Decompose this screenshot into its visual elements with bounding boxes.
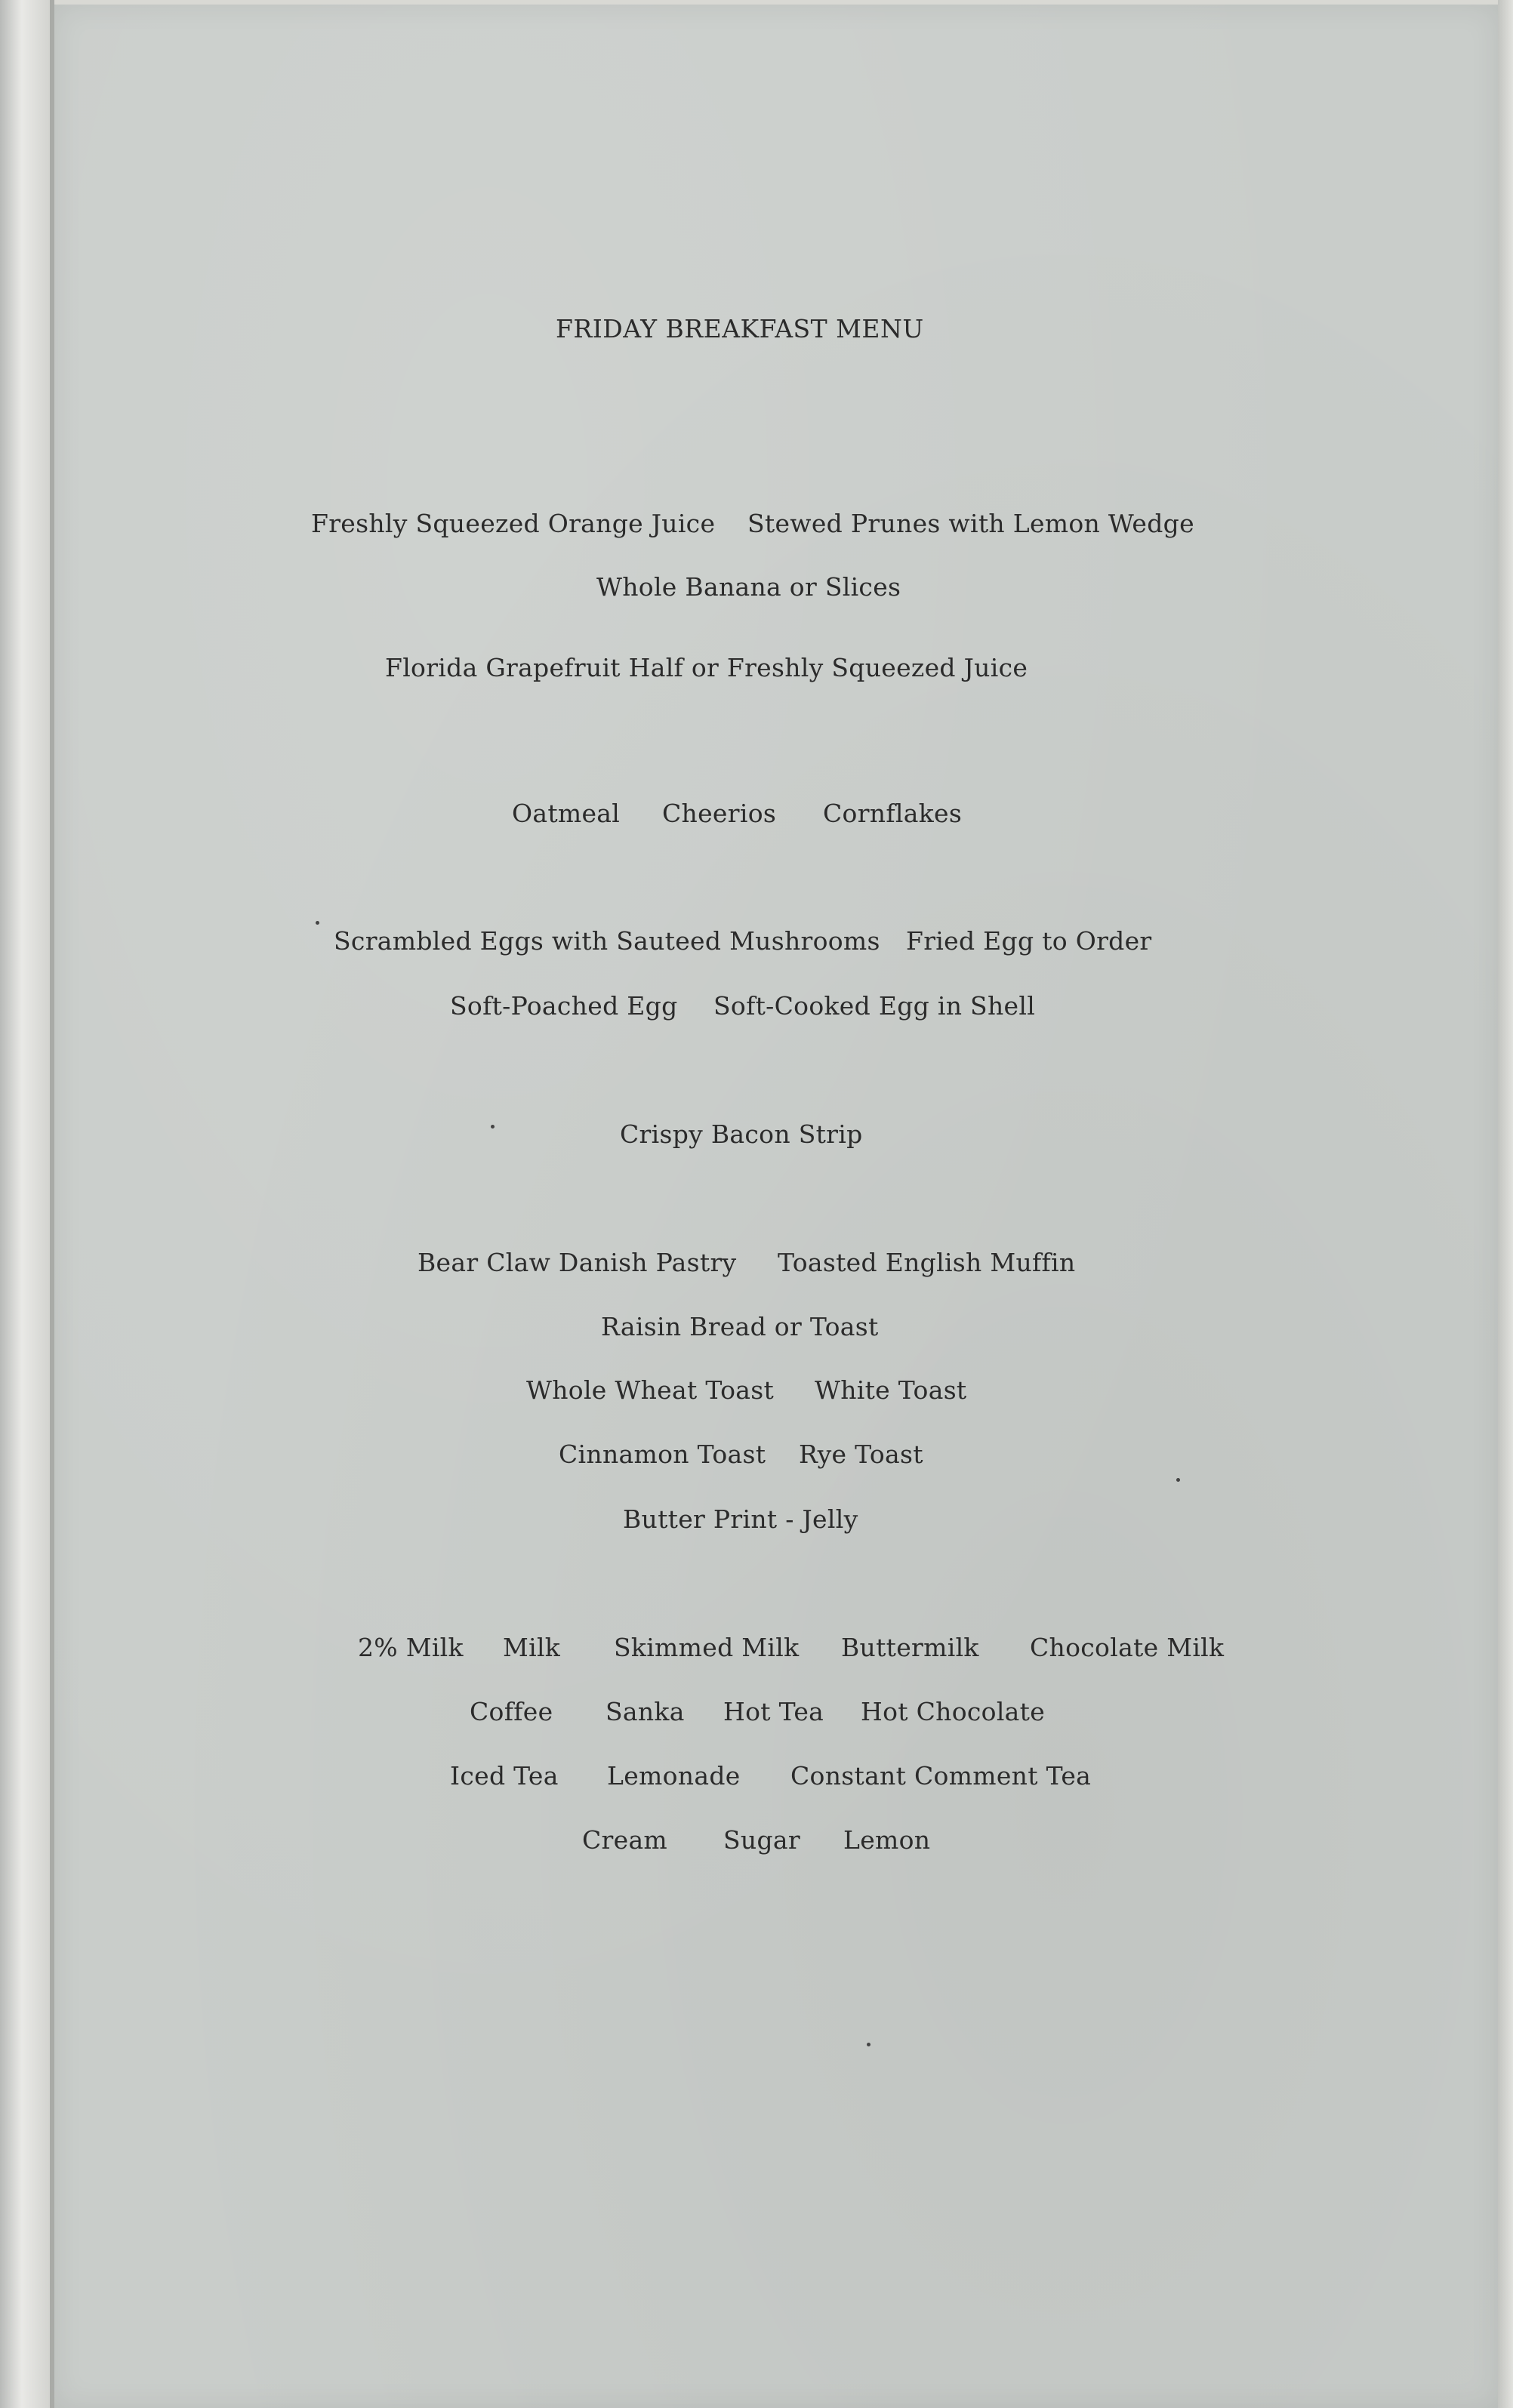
menu-item: Sanka xyxy=(606,1697,685,1726)
menu-item: White Toast xyxy=(815,1375,967,1405)
menu-page xyxy=(54,5,1498,2408)
menu-item: Florida Grapefruit Half or Freshly Squeezed Juice xyxy=(385,653,1028,682)
menu-item: Cornflakes xyxy=(823,799,963,828)
menu-line-beverages-3 xyxy=(0,1761,1513,1806)
menu-item: Cheerios xyxy=(662,799,777,828)
menu-item: Lemon xyxy=(843,1825,931,1855)
paper-speck xyxy=(867,2043,871,2046)
menu-item: 2% Milk xyxy=(358,1633,464,1662)
menu-item: Bear Claw Danish Pastry xyxy=(418,1248,737,1277)
menu-item: Coffee xyxy=(470,1697,553,1726)
menu-item: Chocolate Milk xyxy=(1030,1633,1225,1662)
menu-item: Cream xyxy=(582,1825,668,1855)
menu-item: Iced Tea xyxy=(450,1761,559,1791)
menu-item: Lemonade xyxy=(607,1761,741,1791)
page-right-edge xyxy=(1498,0,1513,2408)
menu-item: Scrambled Eggs with Sauteed Mushrooms xyxy=(334,926,880,956)
menu-item: Cinnamon Toast xyxy=(559,1440,766,1469)
menu-item: Buttermilk xyxy=(841,1633,979,1662)
menu-title: FRIDAY BREAKFAST MENU xyxy=(556,314,924,343)
menu-line-eggs-1 xyxy=(0,926,1513,972)
menu-line-beverages-4 xyxy=(0,1825,1513,1871)
menu-item: Toasted English Muffin xyxy=(778,1248,1076,1277)
menu-item: Hot Tea xyxy=(723,1697,824,1726)
menu-line-breads-3 xyxy=(0,1375,1513,1421)
menu-line-beverages-2 xyxy=(0,1697,1513,1742)
menu-item: Freshly Squeezed Orange Juice xyxy=(311,509,716,538)
menu-line-breads-1 xyxy=(0,1248,1513,1293)
menu-item: Stewed Prunes with Lemon Wedge xyxy=(747,509,1194,538)
menu-line-beverages-1 xyxy=(0,1633,1513,1678)
paper-speck xyxy=(491,1125,495,1129)
menu-line-fruits-2 xyxy=(0,572,1513,617)
paper-speck xyxy=(1176,1478,1180,1482)
menu-item: Soft-Cooked Egg in Shell xyxy=(713,991,1036,1021)
menu-item: Rye Toast xyxy=(799,1440,923,1469)
menu-item: Constant Comment Tea xyxy=(790,1761,1092,1791)
menu-line-eggs-2 xyxy=(0,991,1513,1036)
menu-item: Whole Banana or Slices xyxy=(596,572,901,602)
paper-speck xyxy=(316,921,319,925)
menu-item: Oatmeal xyxy=(512,799,621,828)
menu-line-breads-5 xyxy=(0,1504,1513,1550)
menu-item: Crispy Bacon Strip xyxy=(620,1119,863,1149)
menu-item: Milk xyxy=(503,1633,561,1662)
binder-edge xyxy=(0,0,54,2408)
menu-item: Soft-Poached Egg xyxy=(450,991,678,1021)
menu-item: Whole Wheat Toast xyxy=(526,1375,775,1405)
menu-item: Butter Print - Jelly xyxy=(623,1504,858,1534)
menu-item: Raisin Bread or Toast xyxy=(601,1312,879,1341)
menu-line-breads-4 xyxy=(0,1440,1513,1485)
menu-item: Sugar xyxy=(723,1825,800,1855)
menu-line-cereals xyxy=(0,799,1513,844)
menu-line-breads-2 xyxy=(0,1312,1513,1357)
menu-item: Hot Chocolate xyxy=(861,1697,1046,1726)
menu-line-fruits-1 xyxy=(0,509,1513,554)
menu-item: Fried Egg to Order xyxy=(906,926,1152,956)
menu-item: Skimmed Milk xyxy=(614,1633,800,1662)
menu-line-meat xyxy=(0,1119,1513,1165)
menu-line-fruits-3 xyxy=(0,653,1513,698)
